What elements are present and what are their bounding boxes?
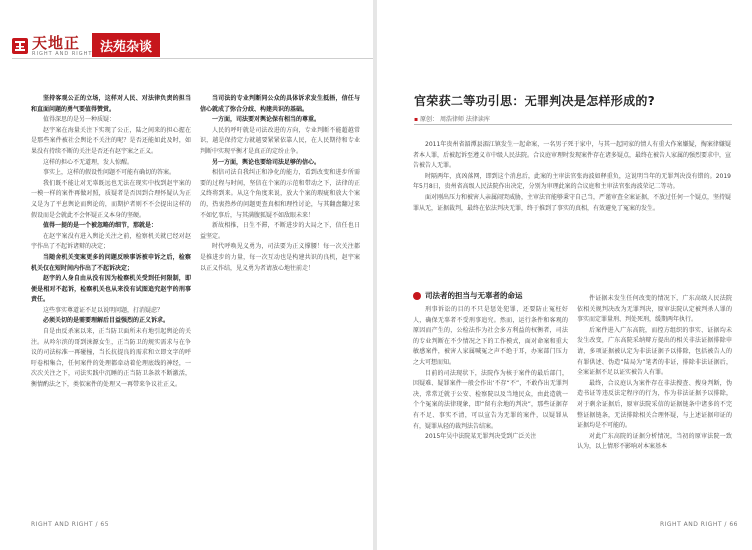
paragraph: 面对刚出压力和被害人亲属闹哭威胁，主审法官能够秉守自己当，严谨审查全案证据，不放过任何一个疑点，坚持疑罪从无，证据裁判，最终在依法判决无罪，终于推到了事实的真相，有效避免了冤案的发生。: [413, 193, 731, 212]
byline-marker-icon: ▪: [414, 116, 419, 123]
paragraph: 2015年吴中法院某无罪判决受到广泛关注: [425, 433, 537, 441]
article-byline: ▪ 原创： 周浩律师 法律读库: [414, 116, 490, 123]
paragraph: 人民的呼吁就是司法改进的方向，专业判断不能超越常识，越是保持定力就越要紧紧依靠人民，在人民期待和专业判断中实现平衡才是真正的定纷止争。: [200, 126, 360, 155]
left-page: [0, 0, 373, 550]
paragraph: 事实上，这样的假设性问题不可能有确切的答案。: [43, 169, 176, 177]
page-footer-right: RIGHT AND RIGHT / 66: [659, 521, 738, 528]
brand-logo: [12, 34, 92, 58]
paragraph: 相信司法自我纠正和净化的能力，看到改变和进步所需要的过程与时间，坚信在个案的示范和带动之下，法律的正义终将到来。从这个角度来说，放大个案的瑕疵和放大个案的，热衷热炒的问题更查真相和理性讨论，与其翻盘翻过来不如忆事后，与其满腹狐疑不如敌眼未来！: [200, 169, 360, 219]
paragraph: 必须关切的是需要理解后目益强烈的正义诉求。: [43, 317, 170, 325]
subheading-text: 司法者的担当与无辜者的命运: [425, 291, 523, 300]
paragraph: 刑事诉讼的目的不只是惩处犯罪，还要防止冤枉好人，确保无辜者不受刑事追究。然而，运行条件和客观的原因而产生的，公检法作为社会多方利益的权衡者，司法的专业判断在不少情况之下的工作模式，面对命案和重大敏感案件，被害人家属喊冤之声不绝于耳，办案部门压力之大可想而知。: [413, 306, 568, 366]
right-column-2: [577, 294, 732, 524]
paragraph: 赵宇案在海量关注下实现了公正，陆之间来的担心握在是那些案件被社会舆论不关注的呢？是否还能如此及时，如果没有持续不断的关注是否还有赵宇案之正义。: [31, 126, 191, 155]
subheading-bullet-icon: [413, 292, 421, 300]
section-subheading: [413, 290, 573, 301]
article-intro: [413, 140, 731, 270]
paragraph: 当随舍机关变案更多的问题反映事诉被申诉之后，检察机关仅在短时间内作出了不起诉决定；: [31, 253, 191, 272]
paragraph: 时代呼唤见义勇为，司法要为正义撑腰！每一次关注都是推进步的力量，每一次互动也是构建共识的良机，赵宇案以正义作结，见义勇为者请放心地往前走！: [200, 243, 360, 272]
brand-name-english: RIGHT AND RIGHT: [32, 50, 93, 57]
paragraph: 在赵宇案没有进入舆论关注之前，检察机关就已经对赵宇作出了不起诉诸辩的决定；: [31, 232, 191, 251]
paragraph: 另一方面，舆论也要给司法足够的信心。: [212, 158, 321, 166]
paragraph: 这些事实尊道证不足以说明问题，打消疑虑？: [43, 306, 164, 314]
brand-emblem-icon: [12, 38, 28, 54]
paragraph: 新故相推，日生不滞，不断进步的大局之下，信任也日益坚定。: [200, 222, 360, 240]
header-divider: [12, 58, 373, 59]
paragraph: 2011年贵州省湄潭县湄江镇发生一起命案，一名男子死于家中，与其一起同家的情人有重大作案嫌疑，掏案律嫌疑者本人罪，后被起诉至遵义市中级人民法院。合议庭审理时发现案件存在诸多疑点，最终在被告人家属的强烈要求中，宣告被告人无罪。: [413, 141, 731, 170]
article-title: 官荣获二等功引思：无罪判决是怎样形成的?: [414, 94, 655, 108]
section-tab: 法苑杂谈: [92, 33, 160, 57]
paragraph: 值得一提的是一个被忽略的细节，那就是：: [43, 222, 158, 230]
paragraph: 值得深思的是另一种质疑：: [43, 116, 116, 124]
byline-label: 原创: [420, 116, 433, 123]
paragraph: 坚持客观公正的立场，这样对人民、对法律负责的担当和直面问题的勇气要值得赞赏。: [31, 95, 191, 113]
paragraph: 我们既不能让对无辜既远也无法在现实中找到赵宇案的一模一样的案件再做对照，质疑者是否因到合理怀疑认为正义是为了平息舆论而舆论的，而期护者则不不会提出这样的假设而是会就此不会怀疑正义本身的坚硬。: [31, 179, 191, 219]
paragraph: 后案件进入广东高院，而控方组织的事实、证据均未发生改变，广东高院采纳辩方提出的相关非法证据排除申请，多项证据被认定为非法证据予以排除，包括被告人的有罪供述、伪造“陆局为”笔者的非证，排除非法证据后，全案证据不足以证实被告人有罪。: [577, 326, 732, 377]
paragraph: 一方面，司法要对舆论保有相当的尊重。: [212, 116, 321, 124]
paragraph: 目前的司法现状下，法院作为核于案件的最后部门，因疑难、疑罪案件一般会作出‘不存“不”，不敢作出无罪判决，常常迁就于公安、检察院以及当地民众，由此造就一个个冤案的法律现象，即“留有余地的判决”，那些证据存有不足、事实不清，可以宣告为无罪的案件，以疑罪从有，疑罪从轻的裁判法告结案。: [413, 369, 568, 430]
paragraph: 自是由反杀案以来，正当防卫面所未有地引起舆论的关注。从吟尔滨的哥到涞源女生，正当防卫的规实需求与在争议的司法标准一再碰撞，当长抗提良的需求和立即文字的呼吁卷相集合，任何案件的处理都牵动着伦理底线的神经，一次次关注之下，司法实践中沉睡的正当防卫条款不断激活，衡情酌法之下，类似案件的处理又一再带来争议社正义。: [31, 328, 191, 389]
paragraph: 这样的担心不无道理，发人惊醒。: [43, 158, 134, 166]
paragraph: 当司法的专业判断同公众的具体诉求发生抵捂，信任与信心就成了弥合分歧、构建共识的基础。: [200, 95, 360, 113]
left-column-1: [31, 94, 191, 469]
right-column-1: [413, 305, 568, 525]
paragraph: 件证据未发生任何改变的情况下，广东高级人民法院依相关规判决改为无罪判决，原审法院认定被判杀人罪的事实而定罪量刑、判处死刑，缓期两年执行。: [577, 295, 732, 324]
brand-name: 天地正: [32, 33, 81, 52]
paragraph: 最终，合议庭认为案件存在非法搜查、搜身判断，伪造书证等违反法定程序的行为，作为非法证据予以排除，对于剩余证据后，原审法院采信的证据链条中诸多的不完整证据链条，无法排除相关合理怀疑，与上述证据印证的证据均是不可能的。: [577, 379, 732, 430]
title-divider: [414, 124, 732, 125]
byline-authors: 周浩律师 法律读库: [439, 116, 490, 123]
page-footer-left: RIGHT AND RIGHT / 65: [31, 521, 110, 528]
left-column-2: [200, 94, 360, 369]
paragraph: 对此广东高院的证据分析情况，当初的原审法院一致认为，以上情形不影响对本案基本: [577, 432, 732, 451]
paragraph: 时隔两年，真凶落网，即到这个消息后，此案的主审法官张海波如释重负，这说明当年的无罪判决没有错的。2019年5月8日，贵州省高级人民法院作出决定，分别为审理此案的合议庭和主审法官张海波荣记二等功。: [413, 172, 731, 191]
paragraph: 赵宇的人身自由从没有因为检察机关受到任何限制，即便是相对不起诉，检察机关也从来没有试图追究赵宇的刑事责任。: [31, 275, 191, 304]
